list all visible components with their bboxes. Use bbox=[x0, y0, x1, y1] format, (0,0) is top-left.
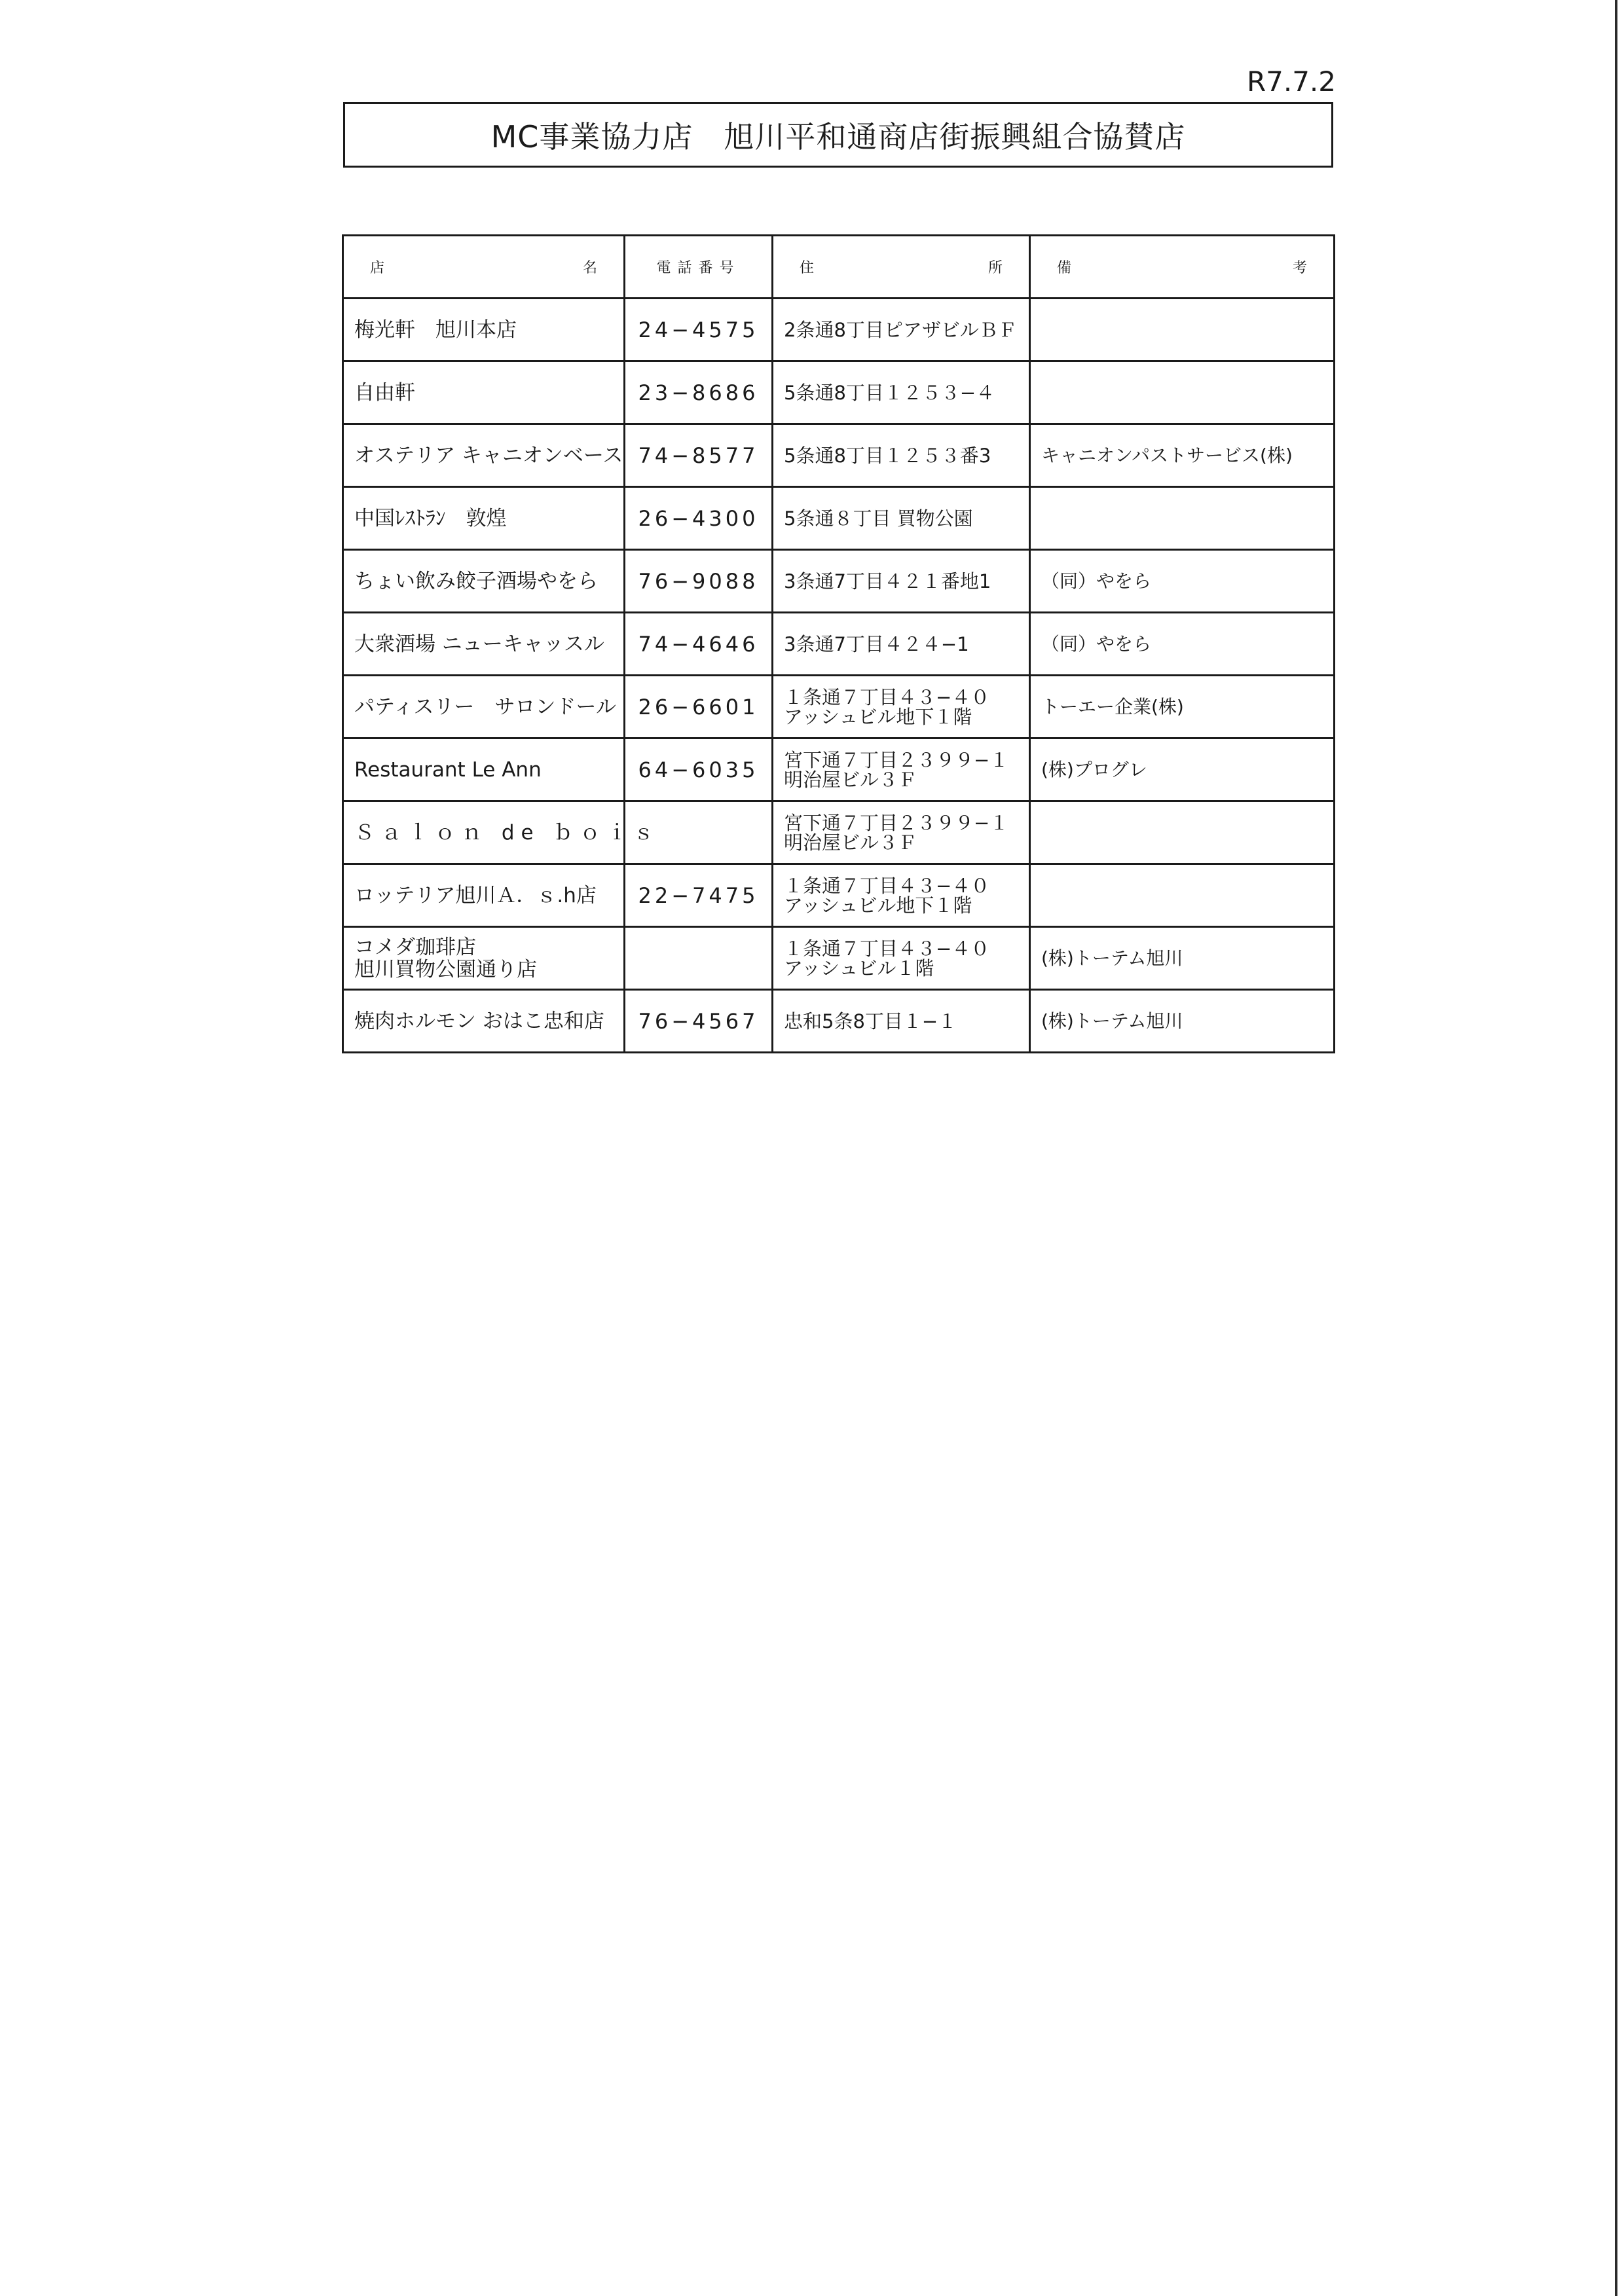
phone-cell: 64−6035 bbox=[625, 738, 773, 801]
table-row bbox=[343, 361, 1335, 424]
header-address-left: 住 bbox=[800, 260, 815, 276]
store-name-cell-line: 梅光軒 旭川本店 bbox=[354, 318, 517, 342]
address-cell-line: アッシュビル地下１階 bbox=[784, 705, 972, 728]
address-cell bbox=[773, 613, 1030, 676]
notes-cell bbox=[1030, 676, 1335, 738]
store-name-cell bbox=[343, 676, 625, 738]
store-name-cell bbox=[343, 927, 625, 990]
notes-cell-line: （同）やをら bbox=[1041, 632, 1152, 655]
address-cell-line: 宮下通７丁目２３９９−１ bbox=[784, 748, 1009, 771]
table-header-row bbox=[343, 236, 1335, 299]
table-row bbox=[343, 424, 1335, 487]
header-store-name bbox=[343, 236, 625, 299]
address-cell bbox=[773, 738, 1030, 801]
address-cell-line: 明治屋ビル３Ｆ bbox=[784, 831, 917, 854]
header-notes-right: 考 bbox=[1292, 260, 1307, 276]
header-phone bbox=[625, 236, 773, 299]
notes-cell bbox=[1030, 424, 1335, 487]
table-row bbox=[343, 990, 1335, 1053]
header-address-right: 所 bbox=[987, 260, 1003, 276]
address-cell-line: 2条通8丁目ピアザビルＢＦ bbox=[784, 318, 1017, 341]
address-cell-line: １条通７丁目４３−４０ bbox=[784, 685, 990, 708]
store-name-cell-line: 焼肉ホルモン おはこ忠和店 bbox=[354, 1009, 604, 1033]
header-address bbox=[773, 236, 1030, 299]
notes-cell bbox=[1030, 801, 1335, 864]
store-name-cell bbox=[343, 299, 625, 361]
store-name-cell bbox=[343, 990, 625, 1053]
notes-cell bbox=[1030, 990, 1335, 1053]
address-cell-line: アッシュビル１階 bbox=[784, 957, 934, 979]
table-row bbox=[343, 864, 1335, 927]
address-cell-line: 5条通8丁目１２５３番3 bbox=[784, 444, 991, 467]
table-row bbox=[343, 676, 1335, 738]
store-name-cell-line: 自由軒 bbox=[354, 380, 415, 405]
store-name-cell bbox=[343, 487, 625, 550]
store-name-cell-line: ちょい飲み餃子酒場やをら bbox=[354, 569, 598, 593]
store-name-cell bbox=[343, 550, 625, 613]
store-name-cell-line: パティスリー サロンドール bbox=[354, 695, 616, 719]
store-name-cell-line: Ｓａｌｏｎ de ｂｏｉｓ bbox=[354, 820, 661, 845]
phone-cell: 74−4646 bbox=[625, 613, 773, 676]
table-row bbox=[343, 738, 1335, 801]
store-name-cell-line: 中国ﾚｽﾄﾗﾝ 敦煌 bbox=[354, 506, 507, 530]
header-notes bbox=[1030, 236, 1335, 299]
phone-cell: 76−4567 bbox=[625, 990, 773, 1053]
address-cell bbox=[773, 801, 1030, 864]
store-name-cell-line: ロッテリア旭川Ａ．ｓ.h店 bbox=[354, 883, 597, 907]
store-name-cell-line: 旭川買物公園通り店 bbox=[354, 957, 537, 981]
scan-edge-line bbox=[1615, 0, 1617, 2296]
store-name-cell-line: オステリア キャニオンベース bbox=[354, 443, 623, 467]
table-row bbox=[343, 613, 1335, 676]
phone-cell: 26−6601 bbox=[625, 676, 773, 738]
address-cell-line: 5条通8丁目１２５３−４ bbox=[784, 381, 995, 404]
phone-cell: 24−4575 bbox=[625, 299, 773, 361]
notes-cell bbox=[1030, 361, 1335, 424]
store-name-cell bbox=[343, 738, 625, 801]
address-cell-line: １条通７丁目４３−４０ bbox=[784, 874, 990, 897]
address-cell-line: 宮下通７丁目２３９９−１ bbox=[784, 811, 1009, 834]
document-title: MC事業協力店 旭川平和通商店街振興組合協賛店 bbox=[343, 102, 1333, 168]
address-cell-line: 5条通８丁目 買物公園 bbox=[784, 507, 973, 530]
notes-cell bbox=[1030, 864, 1335, 927]
table-row bbox=[343, 927, 1335, 990]
address-cell bbox=[773, 864, 1030, 927]
notes-cell bbox=[1030, 927, 1335, 990]
store-table bbox=[342, 234, 1335, 1053]
address-cell-line: 明治屋ビル３Ｆ bbox=[784, 768, 917, 791]
document-date: R7.7.2 bbox=[1246, 65, 1336, 98]
notes-cell-line: トーエー企業(株) bbox=[1041, 695, 1184, 718]
store-name-cell bbox=[343, 801, 661, 864]
store-name-cell-line: Restaurant Le Ann bbox=[354, 757, 542, 782]
address-cell bbox=[773, 676, 1030, 738]
table-row bbox=[343, 487, 1335, 550]
phone-cell: 22−7475 bbox=[625, 864, 773, 927]
address-cell-line: 3条通7丁目４２４−1 bbox=[784, 632, 969, 655]
address-cell-line: １条通７丁目４３−４０ bbox=[784, 937, 990, 960]
store-name-cell-line: コメダ珈琲店 bbox=[354, 935, 476, 959]
address-cell bbox=[773, 487, 1030, 550]
store-name-cell bbox=[343, 361, 625, 424]
table-row bbox=[343, 550, 1335, 613]
notes-cell-line: (株)トーテム旭川 bbox=[1041, 947, 1183, 969]
table-row bbox=[343, 801, 1335, 864]
address-cell-line: 忠和5条8丁目１−１ bbox=[784, 1010, 957, 1032]
header-notes-left: 備 bbox=[1057, 260, 1072, 276]
address-cell-line: 3条通7丁目４２１番地1 bbox=[784, 570, 991, 592]
header-store-name-right: 名 bbox=[582, 260, 597, 276]
notes-cell-line: (株)トーテム旭川 bbox=[1041, 1010, 1183, 1032]
store-name-cell bbox=[343, 613, 625, 676]
notes-cell-line: キャニオンパストサービス(株) bbox=[1041, 444, 1293, 466]
notes-cell-line: (株)プログレ bbox=[1041, 758, 1147, 780]
phone-cell: 26−4300 bbox=[625, 487, 773, 550]
notes-cell bbox=[1030, 299, 1335, 361]
store-name-cell-line: 大衆酒場 ニューキャッスル bbox=[354, 632, 604, 656]
address-cell bbox=[773, 927, 1030, 990]
header-store-name-left: 店 bbox=[370, 260, 385, 276]
address-cell bbox=[773, 299, 1030, 361]
store-name-cell bbox=[343, 424, 625, 487]
address-cell-line: アッシュビル地下１階 bbox=[784, 894, 972, 917]
address-cell bbox=[773, 550, 1030, 613]
notes-cell bbox=[1030, 613, 1335, 676]
notes-cell bbox=[1030, 487, 1335, 550]
address-cell bbox=[773, 990, 1030, 1053]
notes-cell bbox=[1030, 738, 1335, 801]
phone-cell: 76−9088 bbox=[625, 550, 773, 613]
address-cell bbox=[773, 361, 1030, 424]
address-cell bbox=[773, 424, 1030, 487]
phone-cell: 74−8577 bbox=[625, 424, 773, 487]
notes-cell-line: （同）やをら bbox=[1041, 570, 1152, 592]
store-rows bbox=[343, 299, 1335, 1053]
phone-cell bbox=[625, 927, 773, 990]
notes-cell bbox=[1030, 550, 1335, 613]
header-phone-label: 電話番号 bbox=[656, 260, 741, 276]
store-name-cell bbox=[343, 864, 625, 927]
phone-cell: 23−8686 bbox=[625, 361, 773, 424]
table-row bbox=[343, 299, 1335, 361]
